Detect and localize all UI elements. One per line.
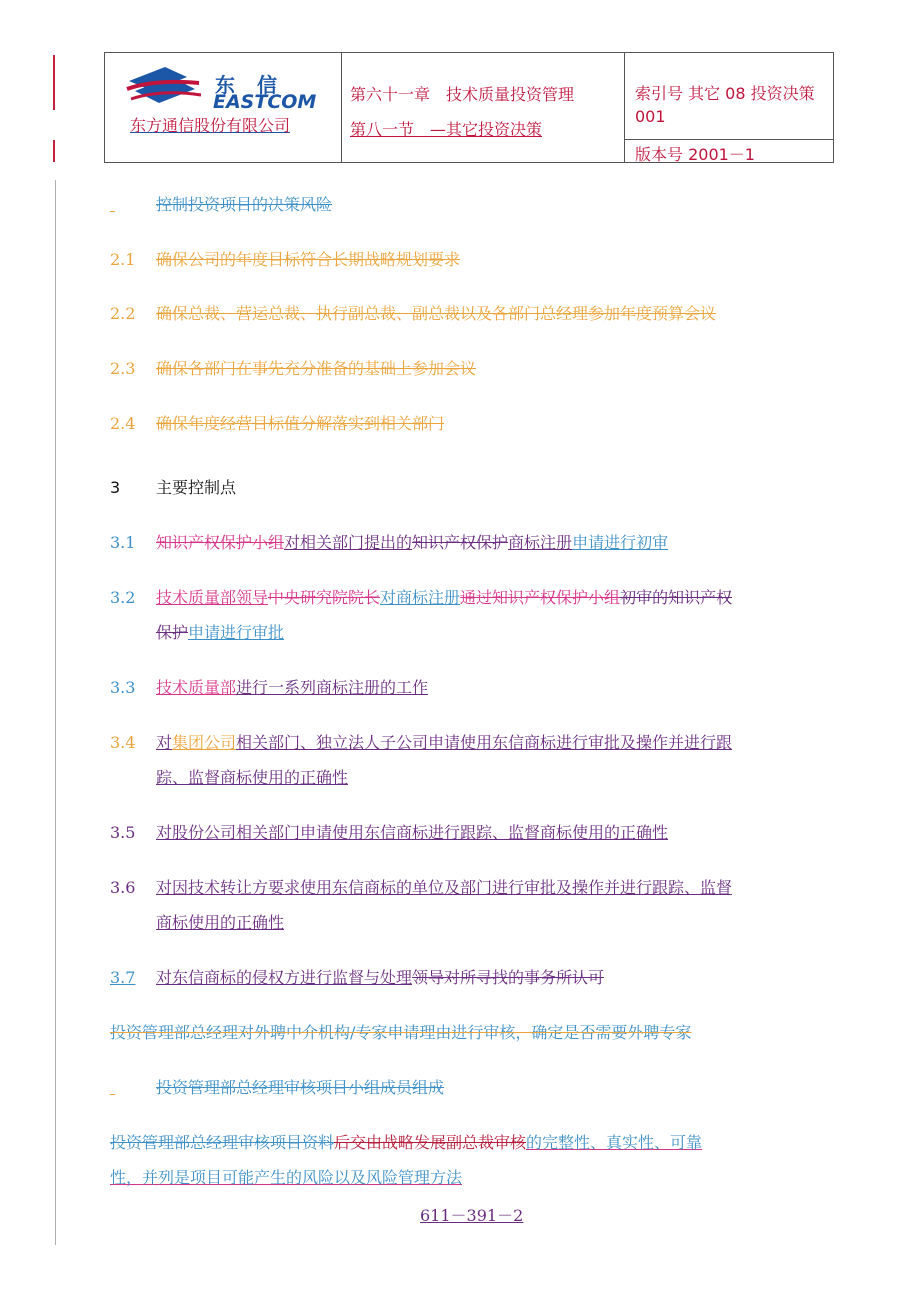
index-number: 索引号 其它 08 投资决策 001 [635,84,815,126]
control-point-3-1: 3.1 知识产权保护小组对相关部门提出的知识产权保护商标注册申请进行初审 [110,533,669,552]
version-number: 版本号 2001－1 [635,145,755,164]
control-point-3-2-cont: 保护申请进行审批 [156,623,285,642]
revision-bar [53,55,55,110]
investment-line-4: 性，并列是项目可能产生的风险以及风险管理方法 [110,1168,463,1187]
control-point-3-7: 3.7 对东信商标的侵权方进行监督与处理领导对所寻找的事务所认可 [110,968,605,987]
revision-bar [53,140,55,162]
section-heading: 3 主要控制点 [110,478,237,497]
logo-english: EASTCOM [213,91,317,113]
investment-line-1: 投资管理部总经理对外聘中介机构/专家申请理由进行审核，确定是否需要外聘专家 [110,1023,692,1042]
objective-item: 2.1 确保公司的年度目标符合长期战略规划要求 [110,250,461,269]
objective-intro: 控制投资项目的决策风险 [156,195,333,214]
eastcom-logo [125,63,320,113]
investment-line-2: 投资管理部总经理审核项目小组成员组成 [156,1078,445,1097]
logo-chinese: 东信 [215,73,299,97]
control-point-3-5: 3.5 对股份公司相关部门申请使用东信商标进行跟踪、监督商标使用的正确性 [110,823,669,842]
objective-item: 2.4 确保年度经营目标值分解落实到相关部门 [110,414,445,433]
eastcom-logo-icon [125,63,205,113]
chapter-title: 第六十一章 技术质量投资管理 [350,85,575,104]
control-point-3-4: 3.4 对集团公司相关部门、独立法人子公司申请使用东信商标进行审批及操作并进行跟 [110,733,733,752]
control-point-3-6: 3.6 对因技术转让方要求使用东信商标的单位及部门进行审批及操作并进行跟踪、监督 [110,878,733,897]
page-number: 611－391－2 [420,1206,524,1225]
control-point-3-2: 3.2 技术质量部领导中央研究院院长对商标注册通过知识产权保护小组初审的知识产权 [110,588,733,607]
objective-item: 2.2 确保总裁、营运总裁、执行副总裁、副总裁以及各部门总经理参加年度预算会议 [110,304,717,323]
margin-line [55,180,56,1245]
control-point-3-3: 3.3 技术质量部进行一系列商标注册的工作 [110,678,429,697]
document-header [104,52,834,163]
control-point-3-6-cont: 商标使用的正确性 [156,913,285,932]
section-title: 第八一节 —其它投资决策 [350,120,543,139]
control-point-3-4-cont: 踪、监督商标使用的正确性 [156,768,349,787]
investment-line-3: 投资管理部总经理审核项目资料后交由战略发展副总裁审核的完整性、真实性、可靠 [110,1133,703,1152]
company-name: 东方通信股份有限公司 [130,116,291,135]
objective-item: 2.3 确保各部门在事先充分准备的基础上参加会议 [110,359,477,378]
